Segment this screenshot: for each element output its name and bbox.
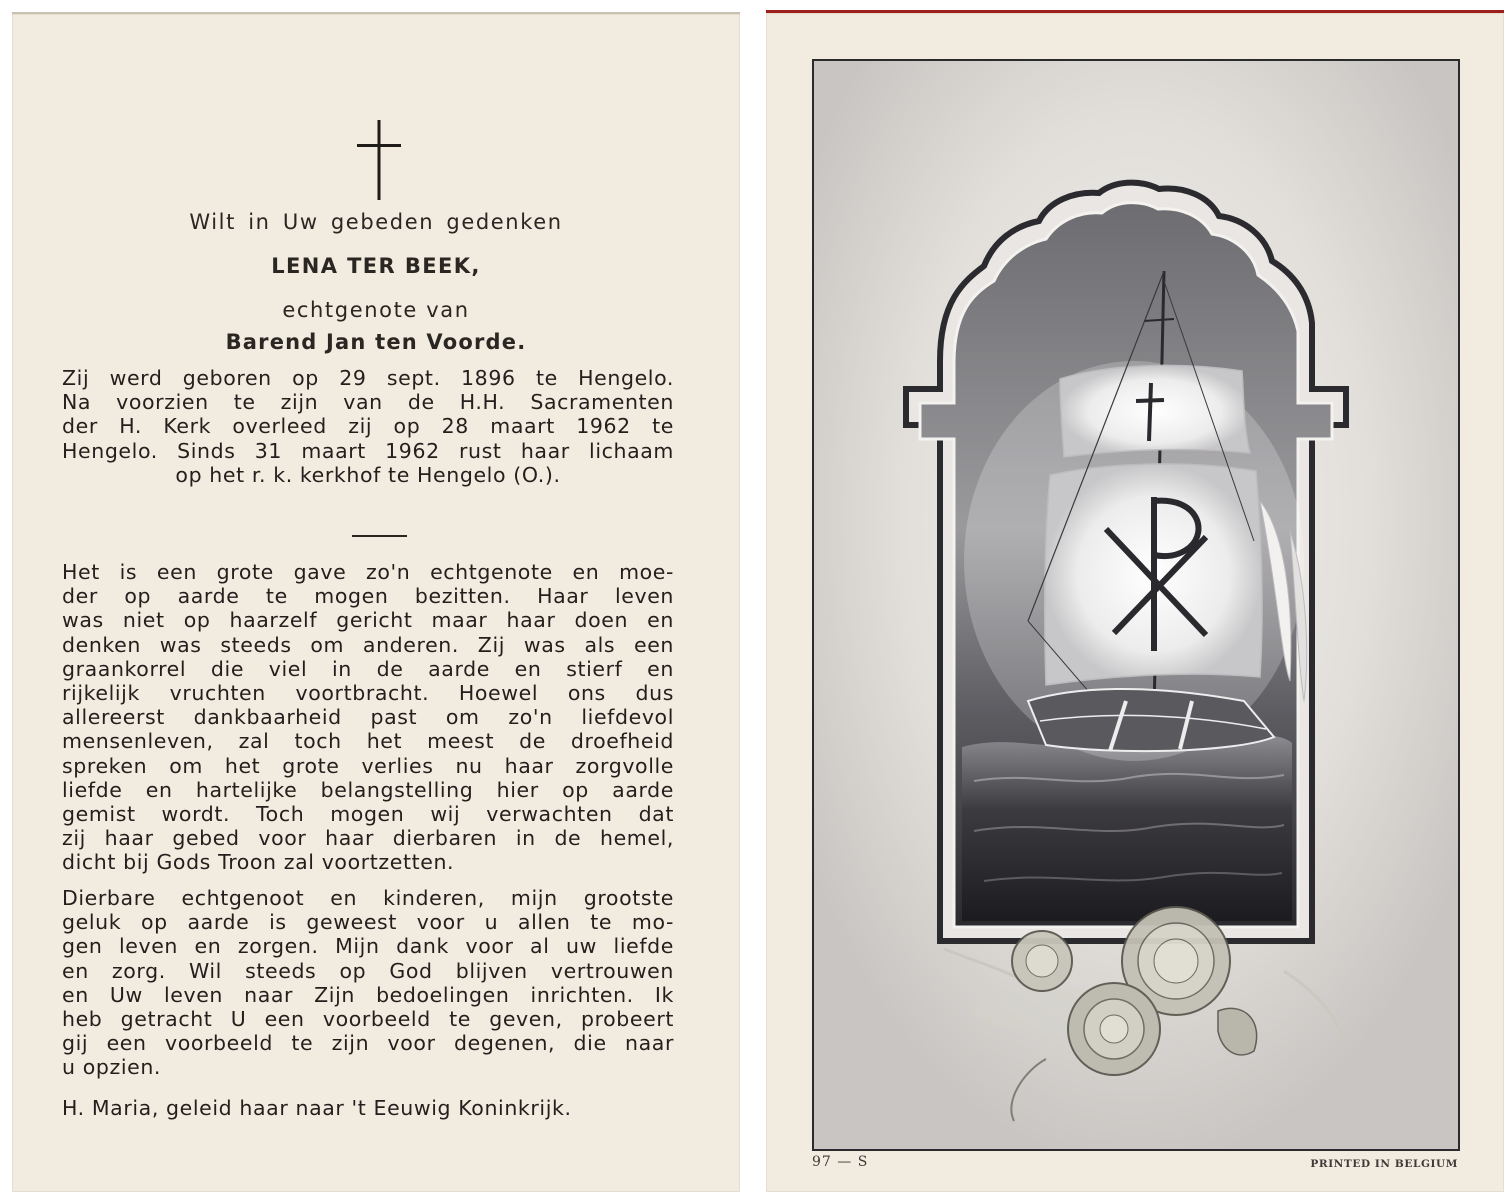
biography-line: Hengelo. Sinds 31 maart 1962 rust haar lichaam [62, 438, 674, 463]
printer-note: PRINTED IN BELGIUM [1310, 1158, 1458, 1170]
relation-line: echtgenote van [282, 298, 470, 322]
closing-line: H. Maria, geleid haar naar 't Eeuwig Koninkrijk. [62, 1096, 572, 1120]
paragraph-line: gen leven en zorgen. Mijn dank voor al uw liefde [62, 934, 674, 959]
paragraph-line: graankorrel die viel in de aarde en stierf en [62, 656, 674, 681]
paragraph-line: dicht bij Gods Troon zal voortzetten. [62, 850, 455, 875]
biography-line: op het r. k. kerkhof te Hengelo (O.). [175, 462, 561, 487]
tribute-paragraph [62, 560, 674, 875]
farewell-paragraph [62, 886, 674, 1080]
paragraph-line: denken was steeds om anderen. Zij was als een [62, 632, 674, 657]
spouse-name: Barend Jan ten Voorde. [225, 330, 527, 354]
paragraph-line: Dierbare echtgenoot en kinderen, mijn grootste [62, 886, 674, 910]
biography-line: der H. Kerk overleed zij op 28 maart 1962 te [62, 414, 674, 439]
paragraph-line: gemist wordt. Toch mogen wij verwachten dat [62, 802, 674, 827]
biography-line: Zij werd geboren op 29 sept. 1896 te Hengelo. [62, 366, 674, 390]
paragraph-line: liefde en hartelijke belangstelling hier op aarde [62, 777, 674, 802]
paragraph-line: heb getracht U een voorbeeld te geven, probeert [62, 1007, 674, 1032]
cross-icon [357, 120, 401, 200]
paragraph-line: was niet op haarzelf gericht maar haar doen en [62, 608, 674, 633]
picture-frame [812, 59, 1460, 1151]
paragraph-line: en zorg. Wil steeds op God blijven vertrouwen [62, 958, 674, 983]
paragraph-line: allereerst dankbaarheid past om zo'n liefdevol [62, 705, 674, 730]
paragraph-line: rijkelijk vruchten voortbracht. Hoewel ons dus [62, 681, 674, 706]
section-divider [352, 535, 407, 537]
paragraph-line: mensenleven, zal toch het meest de droefheid [62, 729, 674, 754]
memorial-card-text-side [12, 12, 740, 1192]
card-code: 97 — S [812, 1154, 869, 1170]
biography-block [62, 366, 674, 487]
paragraph-line: gij een voorbeeld te zijn voor degenen, die naar [62, 1031, 674, 1056]
deceased-name: LENA TER BEEK, [271, 254, 481, 278]
paragraph-line: der op aarde te mogen bezitten. Haar leven [62, 584, 674, 609]
memorial-card-picture-side [766, 10, 1504, 1192]
paragraph-line: u opzien. [62, 1055, 162, 1080]
opening-line: Wilt in Uw gebeden gedenken [189, 210, 563, 234]
paragraph-line: zij haar gebed voor haar dierbaren in de hemel, [62, 826, 674, 851]
ship-chi-rho-illustration [814, 61, 1458, 1149]
paragraph-line: Het is een grote gave zo'n echtgenote en moe- [62, 560, 674, 584]
closing-prayer [62, 1096, 674, 1120]
paragraph-line: en Uw leven naar Zijn bedoelingen inrichten. Ik [62, 982, 674, 1007]
paragraph-line: geluk op aarde is geweest voor u allen te mo- [62, 910, 674, 935]
biography-line: Na voorzien te zijn van de H.H. Sacramenten [62, 390, 674, 415]
paragraph-line: spreken om het grote verlies nu haar zorgvolle [62, 753, 674, 778]
